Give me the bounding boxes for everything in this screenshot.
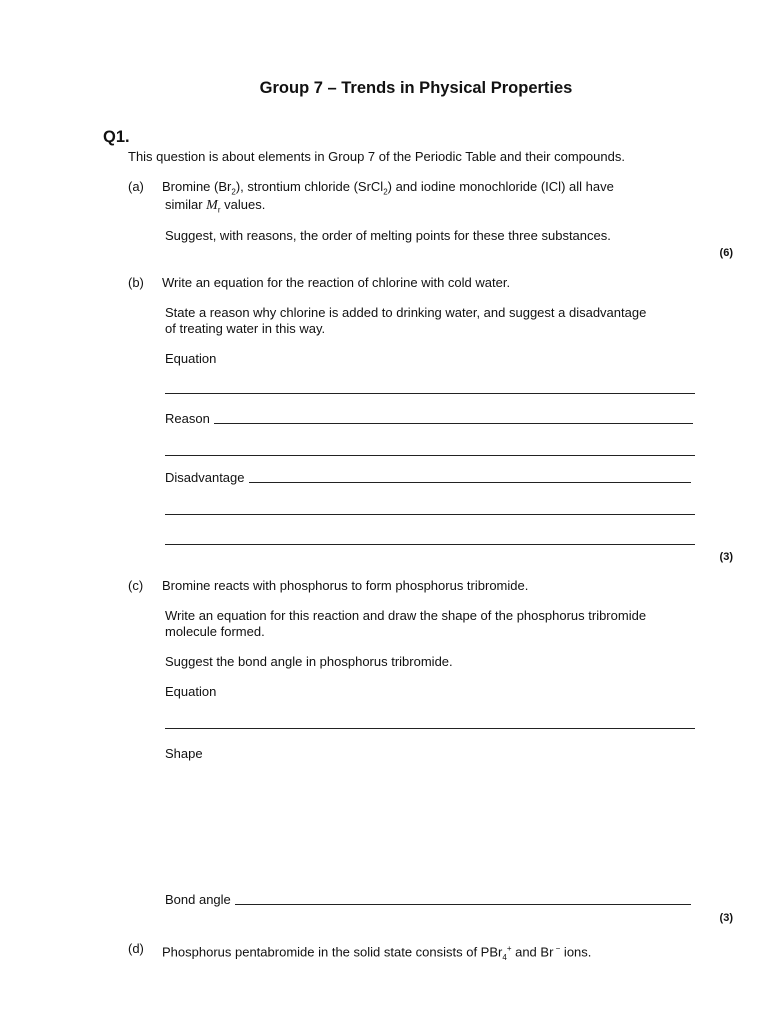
part-b-reason-label: Reason [165, 411, 210, 426]
part-a-text-line2: similar $M_r$ values. [165, 197, 266, 215]
part-b-disadvantage-answer-line-3[interactable] [165, 544, 695, 545]
page-title: Group 7 – Trends in Physical Properties [259, 79, 573, 97]
part-c-equation-label: Equation [165, 684, 217, 699]
part-a-marks: (6) [719, 247, 733, 259]
part-b-equation-answer-line[interactable] [165, 393, 695, 394]
part-b-state-line1: State a reason why chlorine is added to drinking water, and suggest a disadvantage [165, 305, 647, 320]
part-b-equation-label: Equation [165, 351, 217, 366]
part-b-disadvantage-row[interactable] [165, 470, 691, 486]
part-c-shape-label: Shape [165, 746, 203, 761]
part-b-text: Write an equation for the reaction of chlorine with cold water. [162, 275, 511, 290]
part-b-reason-answer-line[interactable] [214, 423, 693, 424]
part-c-bond-angle-label: Bond angle [165, 892, 231, 907]
part-b-state-line2: of treating water in this way. [165, 321, 326, 336]
part-d-label: (d) [128, 941, 144, 956]
part-c-suggest: Suggest the bond angle in phosphorus tribromide. [165, 654, 453, 669]
part-c-bond-angle-row[interactable] [165, 892, 691, 908]
part-a-label: (a) [128, 179, 144, 194]
part-d-text: Phosphorus pentabromide in the solid state consists of PBr$_4$+ and Br − ions. [162, 944, 592, 962]
part-c-equation-answer-line[interactable] [165, 728, 695, 729]
part-c-label: (c) [128, 578, 144, 593]
part-b-disadvantage-label: Disadvantage [165, 470, 245, 485]
part-b-label: (b) [128, 275, 144, 290]
part-b-reason-answer-line-2[interactable] [165, 455, 695, 456]
part-a-text-line1: Bromine $(Br_2)$, strontium chloride (SrCl$_2$) and iodine monochloride (ICl) all have [162, 179, 614, 197]
part-c-write-line2: molecule formed. [165, 624, 265, 639]
part-b-disadvantage-answer-line[interactable] [249, 482, 692, 483]
part-b-reason-row[interactable] [165, 411, 693, 427]
part-c-bond-angle-answer-line[interactable] [235, 904, 691, 905]
part-b-marks: (3) [719, 551, 733, 563]
part-c-write-line1: Write an equation for this reaction and draw the shape of the phosphorus tribromide [165, 608, 647, 623]
question-number: Q1. [103, 128, 130, 146]
part-b-disadvantage-answer-line-2[interactable] [165, 514, 695, 515]
part-c-marks: (3) [719, 912, 733, 924]
part-c-text: Bromine reacts with phosphorus to form phosphorus tribromide. [162, 578, 529, 593]
part-a-suggest: Suggest, with reasons, the order of melting points for these three substances. [165, 228, 611, 243]
question-intro: This question is about elements in Group 7 of the Periodic Table and their compounds. [128, 149, 625, 164]
